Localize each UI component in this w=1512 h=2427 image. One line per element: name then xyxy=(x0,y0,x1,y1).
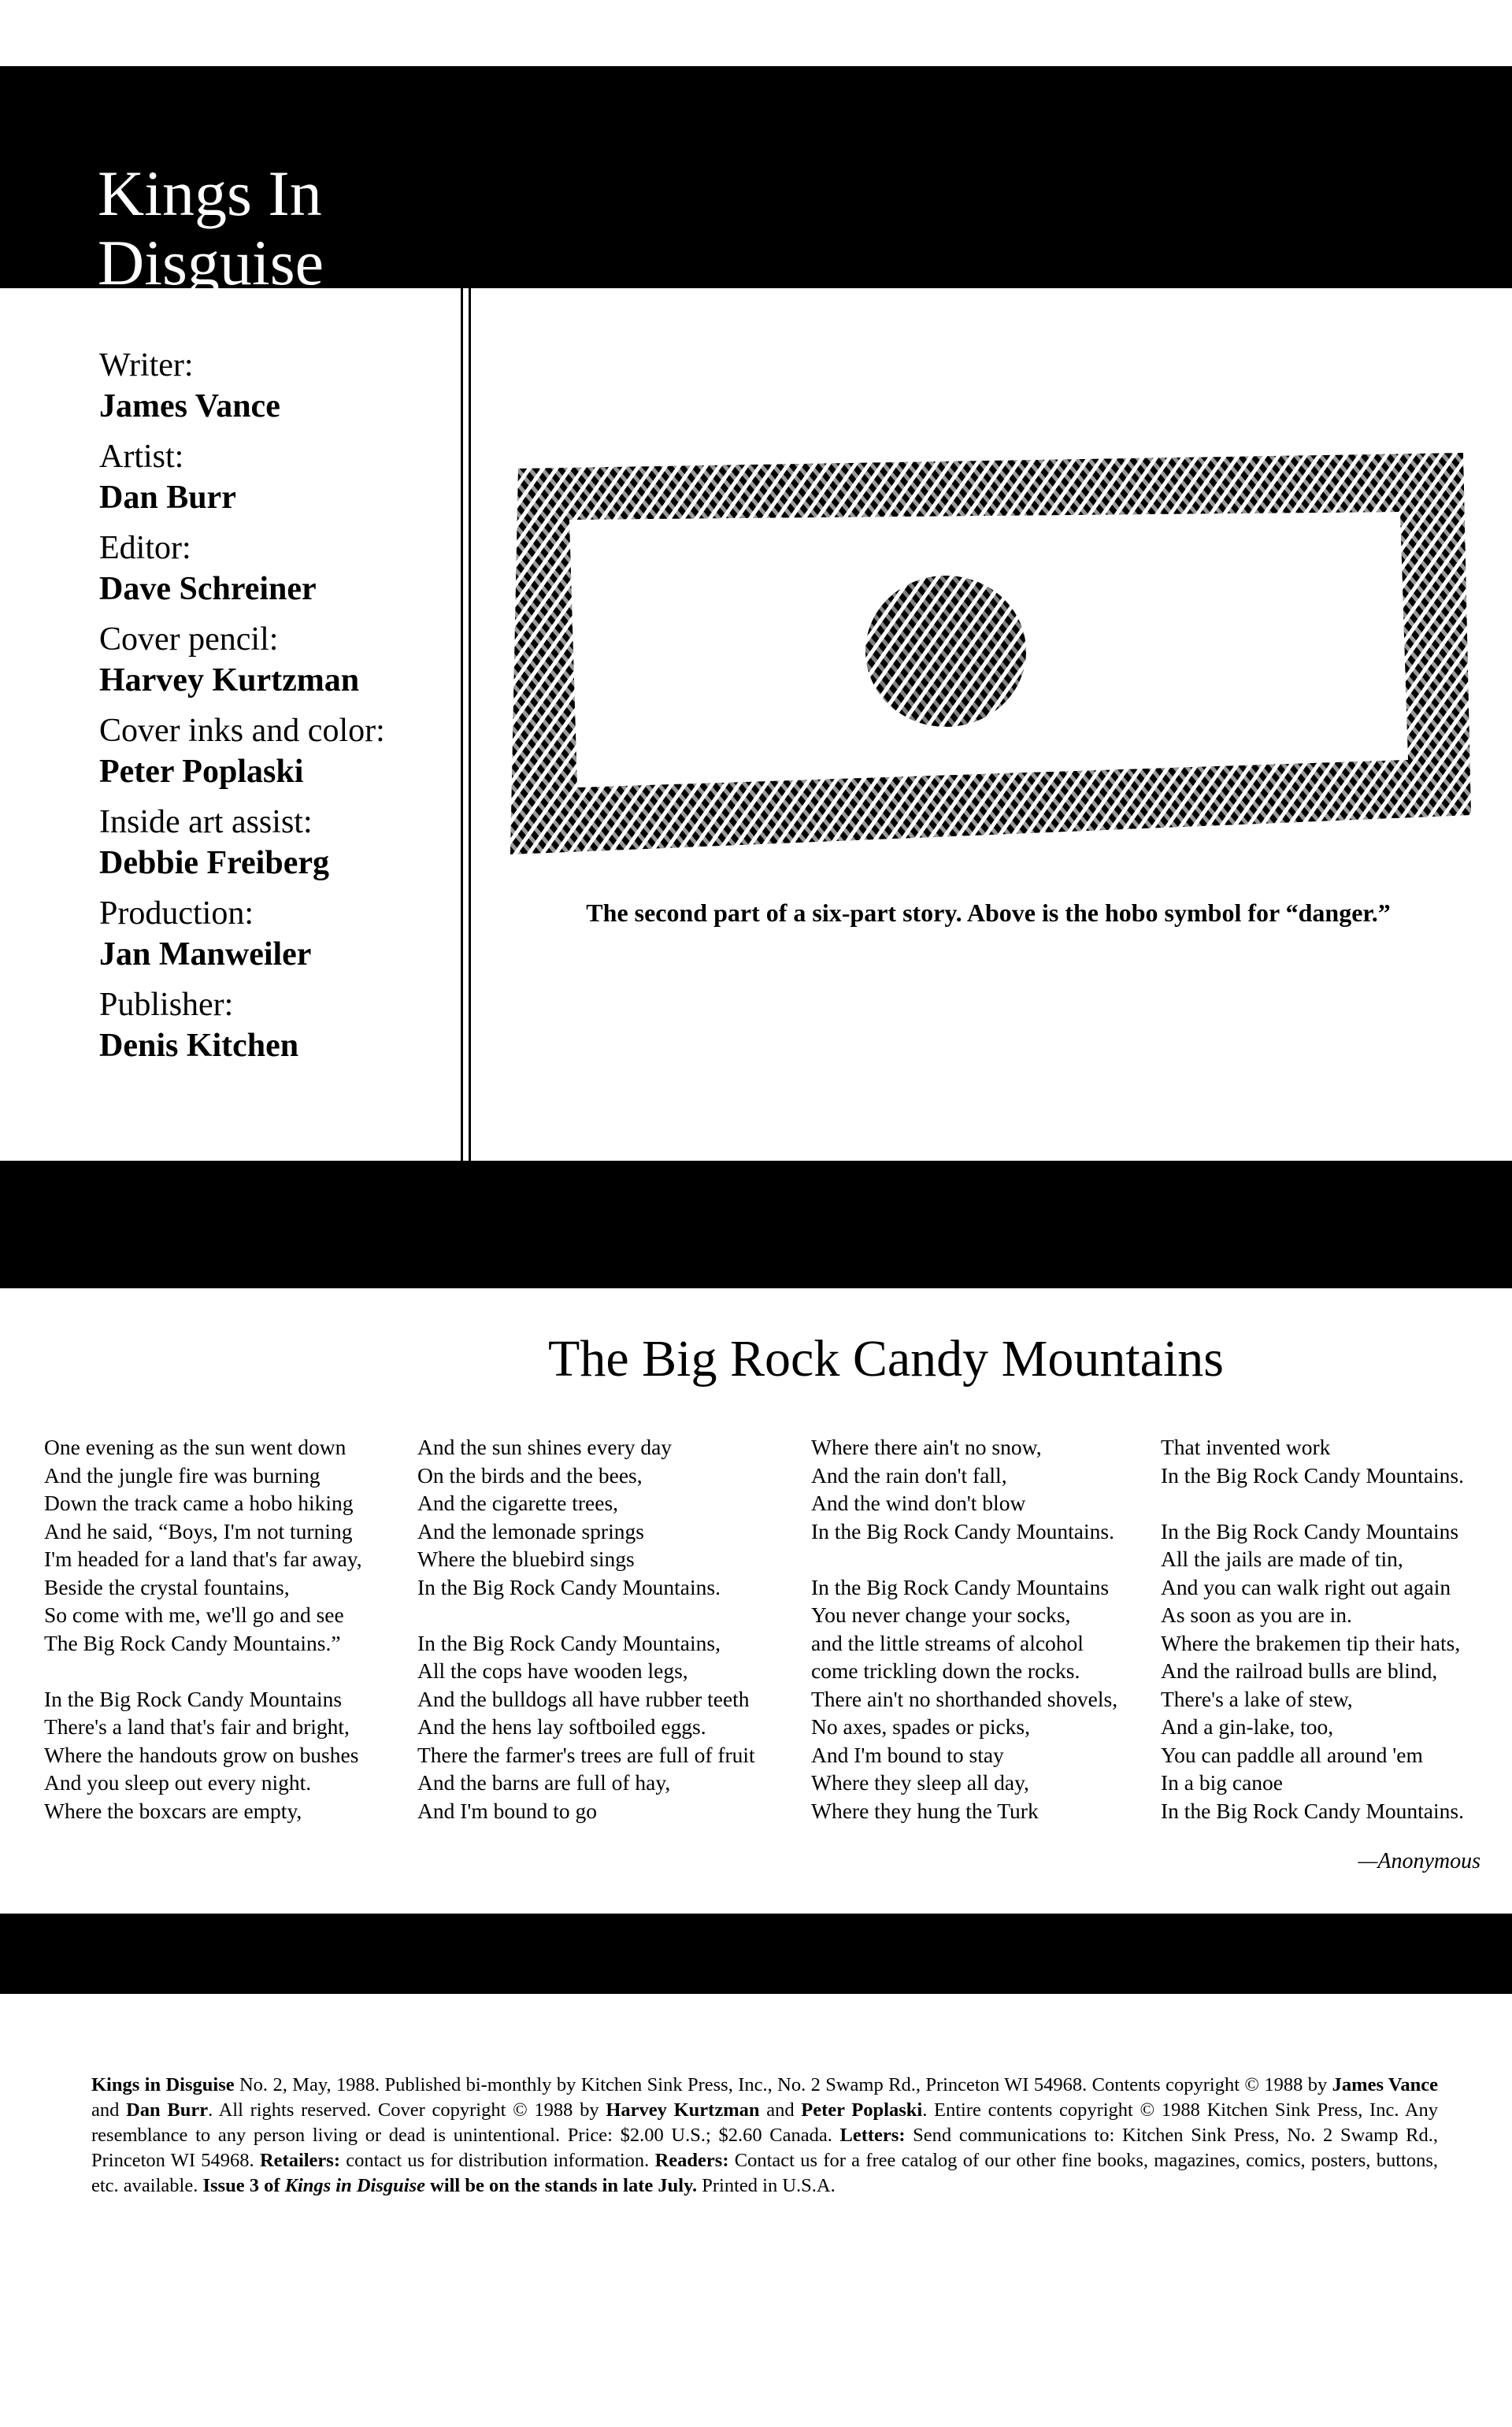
title-banner xyxy=(0,66,1512,298)
poem-line: Where the bluebird sings xyxy=(417,1547,635,1571)
poem-line: And the sun shines every day xyxy=(417,1435,673,1459)
poem-line: As soon as you are in. xyxy=(1161,1603,1352,1627)
poem-line: And the jungle fire was burning xyxy=(44,1462,321,1488)
poem-line: On the birds and the bees, xyxy=(417,1462,643,1488)
poem-column xyxy=(44,1433,362,1825)
poem-line: No axes, spades or picks, xyxy=(811,1714,1030,1739)
footer-banner xyxy=(0,1914,1512,1994)
imprint-cover-inks: Peter Poplaski xyxy=(801,2099,923,2121)
poem-line: All the cops have wooden legs, xyxy=(417,1658,688,1683)
credit-name: Dan Burr xyxy=(99,480,236,516)
credits-list xyxy=(99,345,446,1076)
poem-line: And the rain don't fall, xyxy=(811,1462,1007,1488)
credit-role: Publisher: xyxy=(99,987,234,1023)
poem-line: There's a lake of stew, xyxy=(1161,1686,1353,1711)
issue-number: Number 2 xyxy=(107,2344,399,2422)
column-divider xyxy=(469,288,471,1161)
poem-stanza xyxy=(417,1629,755,1825)
column-divider xyxy=(461,288,463,1161)
poem-line: That invented work xyxy=(1161,1435,1331,1459)
poem-line: Where they hung the Turk xyxy=(811,1798,1039,1823)
poem-stanza xyxy=(44,1685,362,1825)
poem-line: In the Big Rock Candy Mountains. xyxy=(1161,1462,1464,1488)
symbol-caption: The second part of a six-part story. Above is the hobo symbol for “danger.” xyxy=(586,899,1391,927)
poem-line: And a gin-lake, too, xyxy=(1161,1714,1334,1739)
imprint-readers-label: Readers: xyxy=(654,2150,729,2171)
poem-stanza xyxy=(1161,1433,1464,1489)
poem-line: And the barns are full of hay, xyxy=(417,1770,671,1795)
poem-line: And the bulldogs all have rubber teeth xyxy=(417,1686,750,1711)
book-title: Kings In Disguise xyxy=(98,157,324,298)
poem-line: Where the handouts grow on bushes xyxy=(44,1742,359,1767)
credit-role: Cover pencil: xyxy=(99,621,279,658)
credit-role: Inside art assist: xyxy=(99,804,313,840)
poem-line: In the Big Rock Candy Mountains. xyxy=(417,1574,721,1599)
poem-line: And you can walk right out again xyxy=(1161,1574,1451,1599)
poem-line: and the little streams of alcohol xyxy=(811,1630,1084,1655)
credit-role: Writer: xyxy=(99,347,194,384)
poem-stanza xyxy=(44,1433,362,1657)
poem-stanza xyxy=(417,1433,755,1601)
poem-line: In the Big Rock Candy Mountains xyxy=(811,1574,1110,1599)
poem-line: Where the boxcars are empty, xyxy=(44,1798,302,1823)
poem-line: In the Big Rock Candy Mountains xyxy=(1161,1518,1459,1543)
imprint-artist: Dan Burr xyxy=(126,2099,209,2121)
poem-line: So come with me, we'll go and see xyxy=(44,1603,344,1627)
poem-stanza xyxy=(811,1573,1117,1825)
poem-title: The Big Rock Candy Mountains xyxy=(548,1330,1224,1388)
poem-line: And the wind don't blow xyxy=(811,1491,1026,1515)
poem-line: Down the track came a hobo hiking xyxy=(44,1491,354,1515)
poem-line: And he said, “Boys, I'm not turning xyxy=(44,1518,353,1543)
imprint-retailers-label: Retailers: xyxy=(259,2150,341,2171)
credit-name: Debbie Freiberg xyxy=(99,845,329,881)
publication-imprint: Kings in Disguise No. 2, May, 1988. Published bi-monthly by Kitchen Sink Press, Inc., No. 2 Swamp Rd., Princeton WI 54968. Contents copyright © 1988 by James Vance and Dan Burr. All rights reserved. Cover copyright © 1988 by Harvey Kurtzman and Peter Poplaski. Entire contents copyright © 1988 Kitchen Sink Press, Inc. Any resemblance to any person living or dead is unintentional. Price: $2.00 U.S.; $2.60 Canada. Letters: Send communications to: Kitchen Sink Press, No. 2 Swamp Rd., Princeton WI 54968. Retailers: contact us for distribution information. Readers: Contact us for a free catalog of our other fine books, magazines, comics, posters, buttons, etc. available. Issue 3 of Kings in Disguise will be on the stands in late July. Printed in U.S.A. xyxy=(91,2074,1439,2196)
credit-role: Editor: xyxy=(99,530,191,566)
hobo-danger-symbol-icon xyxy=(495,445,1479,870)
poem-line: Where there ain't no snow, xyxy=(811,1435,1042,1459)
poem-stanza xyxy=(1161,1517,1464,1825)
credit-role: Cover inks and color: xyxy=(99,713,385,749)
poem-column xyxy=(417,1433,755,1825)
poem-line: And the hens lay softboiled eggs. xyxy=(417,1714,706,1739)
credit-name: Harvey Kurtzman xyxy=(99,662,360,698)
poem-line: And I'm bound to go xyxy=(417,1798,598,1823)
poem-line: I'm headed for a land that's far away, xyxy=(44,1547,362,1571)
credit-name: Denis Kitchen xyxy=(99,1028,299,1064)
poem-line: In the Big Rock Candy Mountains, xyxy=(417,1630,721,1655)
poem-stanza xyxy=(811,1433,1117,1545)
poem-line: There's a land that's fair and bright, xyxy=(44,1714,350,1739)
credit-role: Artist: xyxy=(99,439,184,475)
poem-line: In a big canoe xyxy=(1161,1770,1283,1795)
poem-line: In the Big Rock Candy Mountains. xyxy=(811,1518,1114,1543)
poem-line: And the lemonade springs xyxy=(417,1518,644,1543)
poem-line: All the jails are made of tin, xyxy=(1161,1547,1403,1571)
poem-line: In the Big Rock Candy Mountains. xyxy=(1161,1798,1464,1823)
poem-column xyxy=(811,1433,1117,1825)
imprint-title: Kings in Disguise xyxy=(91,2074,235,2095)
poem-line: One evening as the sun went down xyxy=(44,1435,346,1459)
credit-role: Production: xyxy=(99,895,254,932)
credit-name: Jan Manweiler xyxy=(99,936,312,973)
imprint-letters-label: Letters: xyxy=(839,2125,906,2146)
poem-column xyxy=(1161,1433,1464,1825)
poem-line: You can paddle all around 'em xyxy=(1161,1742,1423,1767)
poem-line: In the Big Rock Candy Mountains xyxy=(44,1686,343,1711)
imprint-cover-pencil: Harvey Kurtzman xyxy=(606,2099,760,2121)
poem-line: And you sleep out every night. xyxy=(44,1770,312,1795)
poem-line: come trickling down the rocks. xyxy=(811,1658,1080,1683)
poem-line: And the railroad bulls are blind, xyxy=(1161,1658,1438,1683)
credit-name: James Vance xyxy=(99,388,280,424)
imprint-writer: James Vance xyxy=(1332,2074,1438,2095)
imprint-next-issue: Issue 3 of xyxy=(202,2175,285,2196)
poem-line: The Big Rock Candy Mountains.” xyxy=(44,1630,341,1655)
poem-line: Beside the crystal fountains, xyxy=(44,1574,290,1599)
credit-name: Dave Schreiner xyxy=(99,571,317,607)
poem-line: You never change your socks, xyxy=(811,1603,1071,1627)
credit-name: Peter Poplaski xyxy=(99,754,304,790)
poem-line: And I'm bound to stay xyxy=(811,1742,1004,1767)
poem-author: —Anonymous xyxy=(1358,1849,1480,1873)
poem-line: There ain't no shorthanded shovels, xyxy=(811,1686,1118,1711)
poem-line: And the cigarette trees, xyxy=(417,1491,619,1515)
poem-line: Where they sleep all day, xyxy=(811,1770,1029,1795)
poem-line: Where the brakemen tip their hats, xyxy=(1161,1630,1461,1655)
poem-line: There the farmer's trees are full of fruit xyxy=(417,1742,755,1767)
